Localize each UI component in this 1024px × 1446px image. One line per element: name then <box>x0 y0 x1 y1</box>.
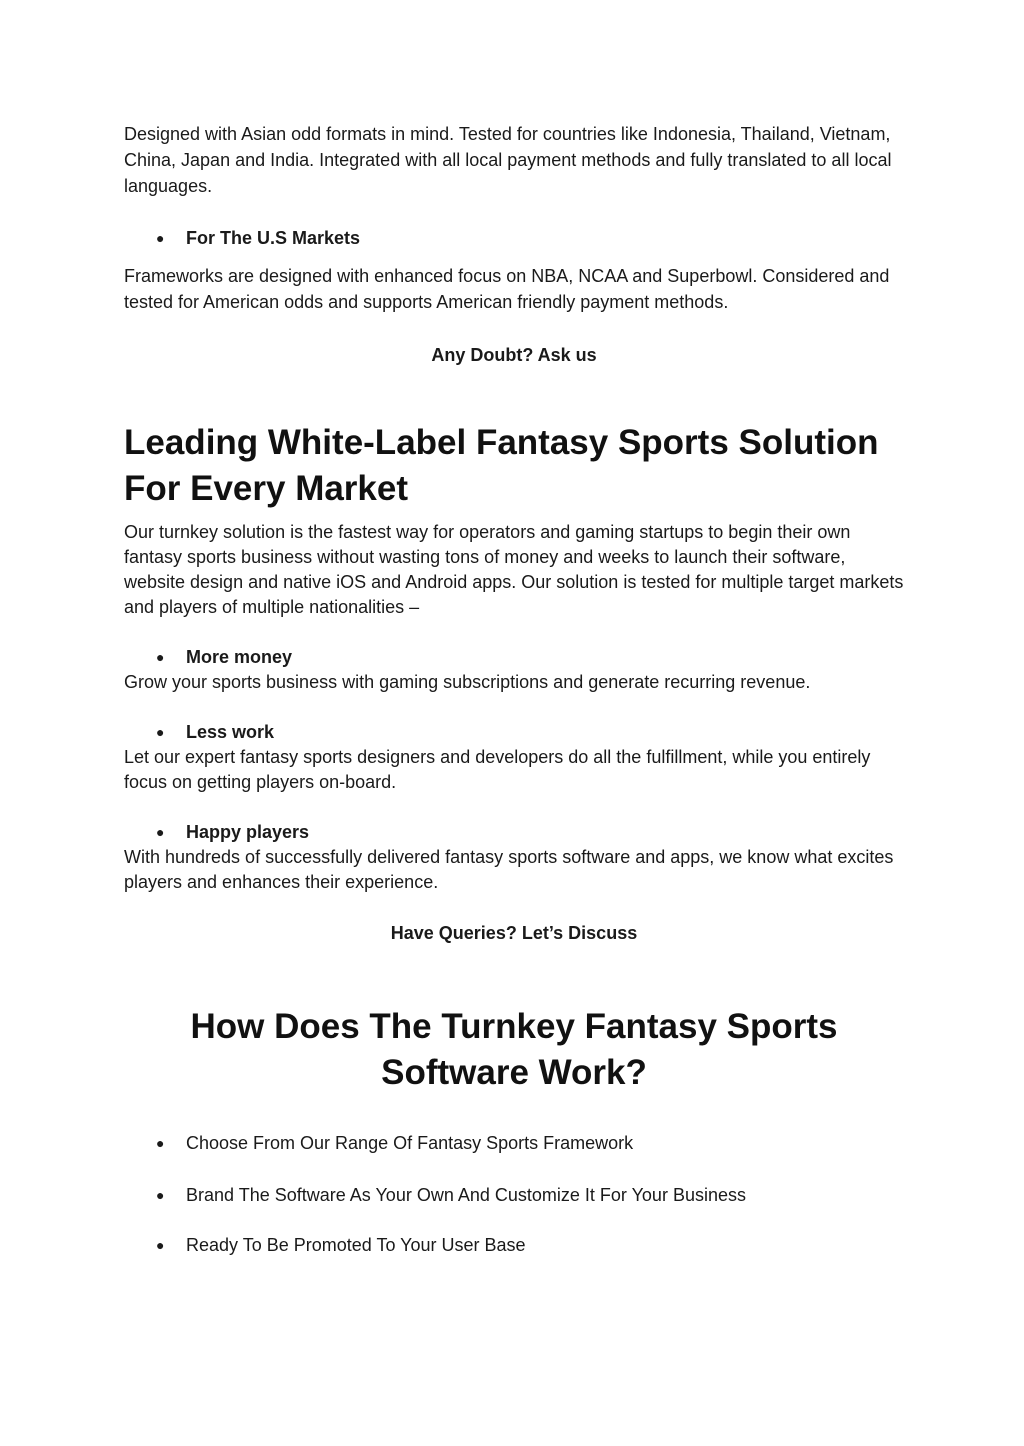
step-item <box>124 1183 904 1208</box>
bullet-icon: ● <box>156 824 165 840</box>
bullet-icon: ● <box>156 1135 165 1151</box>
white-label-paragraph: Our turnkey solution is the fastest way for operators and gaming startups to begin their own fantasy sports business without wasting tons of money and weeks to launch their software, website design and native iOS and Android apps. Our solution is tested for multiple target markets and players of multiple nationalities – <box>124 522 904 617</box>
how-it-works-heading: How Does The Turnkey Fantasy Sports Software Work? <box>190 1007 838 1092</box>
discuss-cta[interactable]: Have Queries? Let’s Discuss <box>390 923 638 943</box>
benefit-title: Less work <box>186 722 275 742</box>
document-content <box>124 121 904 1258</box>
step-text: Ready To Be Promoted To Your User Base <box>186 1235 526 1255</box>
bullet-icon: ● <box>156 649 165 665</box>
us-markets-bullet <box>124 226 904 251</box>
white-label-heading: Leading White-Label Fantasy Sports Solution For Every Market <box>124 423 879 508</box>
bullet-icon: ● <box>156 1237 165 1253</box>
benefit-happy-players <box>124 820 904 845</box>
step-text: Choose From Our Range Of Fantasy Sports Framework <box>186 1133 634 1153</box>
bullet-icon: ● <box>156 230 165 246</box>
benefit-title: More money <box>186 647 293 667</box>
bullet-icon: ● <box>156 1187 165 1203</box>
benefit-title: Happy players <box>186 822 310 842</box>
bullet-icon: ● <box>156 724 165 740</box>
benefit-less-work <box>124 720 904 745</box>
ask-us-cta[interactable]: Any Doubt? Ask us <box>431 345 597 365</box>
step-text: Brand The Software As Your Own And Customize It For Your Business <box>186 1185 746 1205</box>
benefit-text: Grow your sports business with gaming subscriptions and generate recurring revenue. <box>124 672 811 692</box>
us-markets-title: For The U.S Markets <box>186 228 361 248</box>
asia-paragraph: Designed with Asian odd formats in mind. Tested for countries like Indonesia, Thailand, Vietnam, China, Japan and India. Integrated with all local payment methods and fully translated to all local languages. <box>124 124 892 196</box>
us-markets-paragraph: Frameworks are designed with enhanced focus on NBA, NCAA and Superbowl. Considered and tested for American odds and supports American friendly payment methods. <box>124 266 890 312</box>
step-item <box>124 1131 904 1156</box>
step-item <box>124 1233 904 1258</box>
benefit-text: Let our expert fantasy sports designers and developers do all the fulfillment, while you entirely focus on getting players on-board. <box>124 747 871 792</box>
benefit-text: With hundreds of successfully delivered fantasy sports software and apps, we know what excites players and enhances their experience. <box>124 847 894 892</box>
benefit-more-money <box>124 645 904 670</box>
